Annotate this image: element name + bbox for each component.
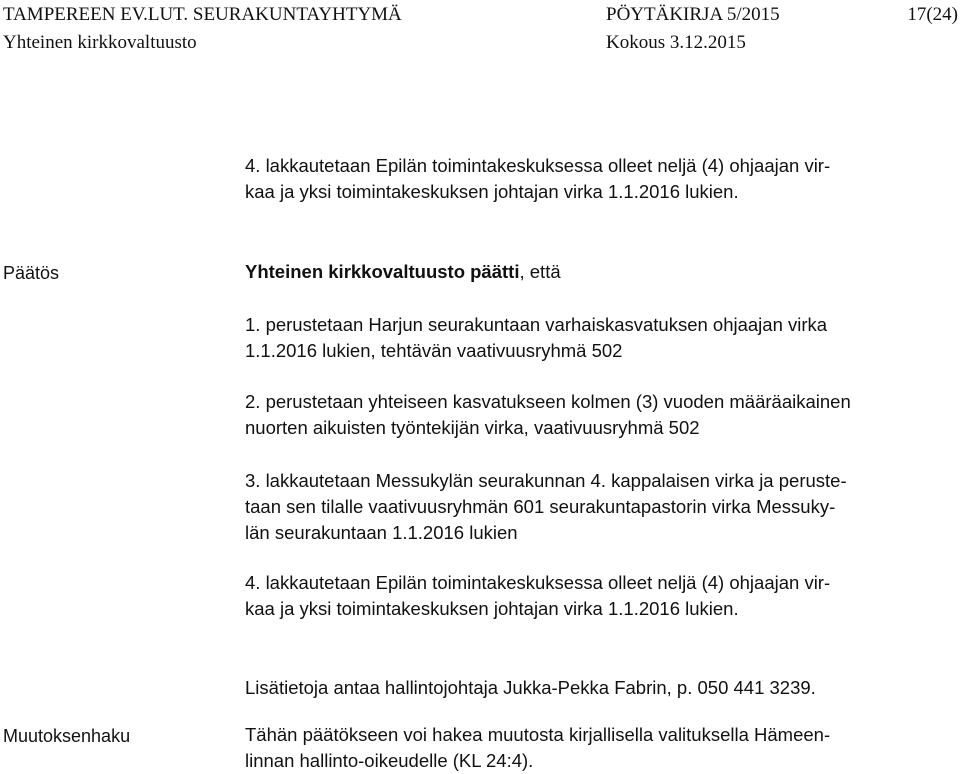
decision-item-3	[245, 468, 847, 546]
decision-item-line: län seurakuntaan 1.1.2016 lukien	[245, 522, 518, 543]
decision-label: Päätös	[3, 263, 60, 283]
decision-item-line: 1.1.2016 lukien, tehtävän vaativuusryhmä 502	[245, 340, 623, 361]
appeal-line: Tähän päätökseen voi hakea muutosta kirjallisella valituksella Hämeen-	[245, 724, 831, 745]
header-organization: TAMPEREEN EV.LUT. SEURAKUNTAYHTYMÄ	[3, 4, 402, 25]
appeal-text	[245, 722, 830, 774]
decision-item-4	[245, 570, 830, 622]
decision-item-1	[245, 312, 827, 364]
decision-item-line: 4. lakkautetaan Epilän toimintakeskuksessa olleet neljä (4) ohjaajan vir-	[245, 572, 831, 593]
decision-item-line: taan sen tilalle vaativuusryhmän 601 seurakuntapastorin virka Messuky-	[245, 496, 836, 517]
decision-item-line: kaa ja yksi toimintakeskuksen johtajan virka 1.1.2016 lukien.	[245, 598, 739, 619]
decision-item-line: 2. perustetaan yhteiseen kasvatukseen kolmen (3) vuoden määräaikainen	[245, 391, 851, 412]
decision-item-line: 3. lakkautetaan Messukylän seurakunnan 4. kappalaisen virka ja peruste-	[245, 470, 847, 491]
decision-heading-bold: Yhteinen kirkkovaltuusto päätti	[245, 261, 520, 282]
header-body-name: Yhteinen kirkkovaltuusto	[3, 32, 197, 53]
appeal-line: linnan hallinto-oikeudelle (KL 24:4).	[245, 750, 534, 771]
decision-heading	[245, 259, 561, 285]
decision-heading-rest: , että	[519, 261, 561, 282]
additional-info: Lisätietoja antaa hallintojohtaja Jukka-Pekka Fabrin, p. 050 441 3239.	[245, 677, 816, 698]
decision-item-line: nuorten aikuisten työntekijän virka, vaativuusryhmä 502	[245, 417, 700, 438]
intro-item-line: 4. lakkautetaan Epilän toimintakeskuksessa olleet neljä (4) ohjaajan vir-	[245, 155, 831, 176]
intro-item-line: kaa ja yksi toimintakeskuksen johtajan virka 1.1.2016 lukien.	[245, 181, 739, 202]
decision-item-2	[245, 389, 851, 441]
intro-item-4	[245, 153, 830, 205]
header-document-type: PÖYTÄKIRJA 5/2015	[606, 4, 780, 25]
header-meeting: Kokous 3.12.2015	[606, 32, 746, 53]
header-page-number: 17(24)	[907, 4, 958, 25]
decision-item-line: 1. perustetaan Harjun seurakuntaan varhaiskasvatuksen ohjaajan virka	[245, 314, 828, 335]
appeal-label: Muutoksenhaku	[3, 726, 131, 746]
